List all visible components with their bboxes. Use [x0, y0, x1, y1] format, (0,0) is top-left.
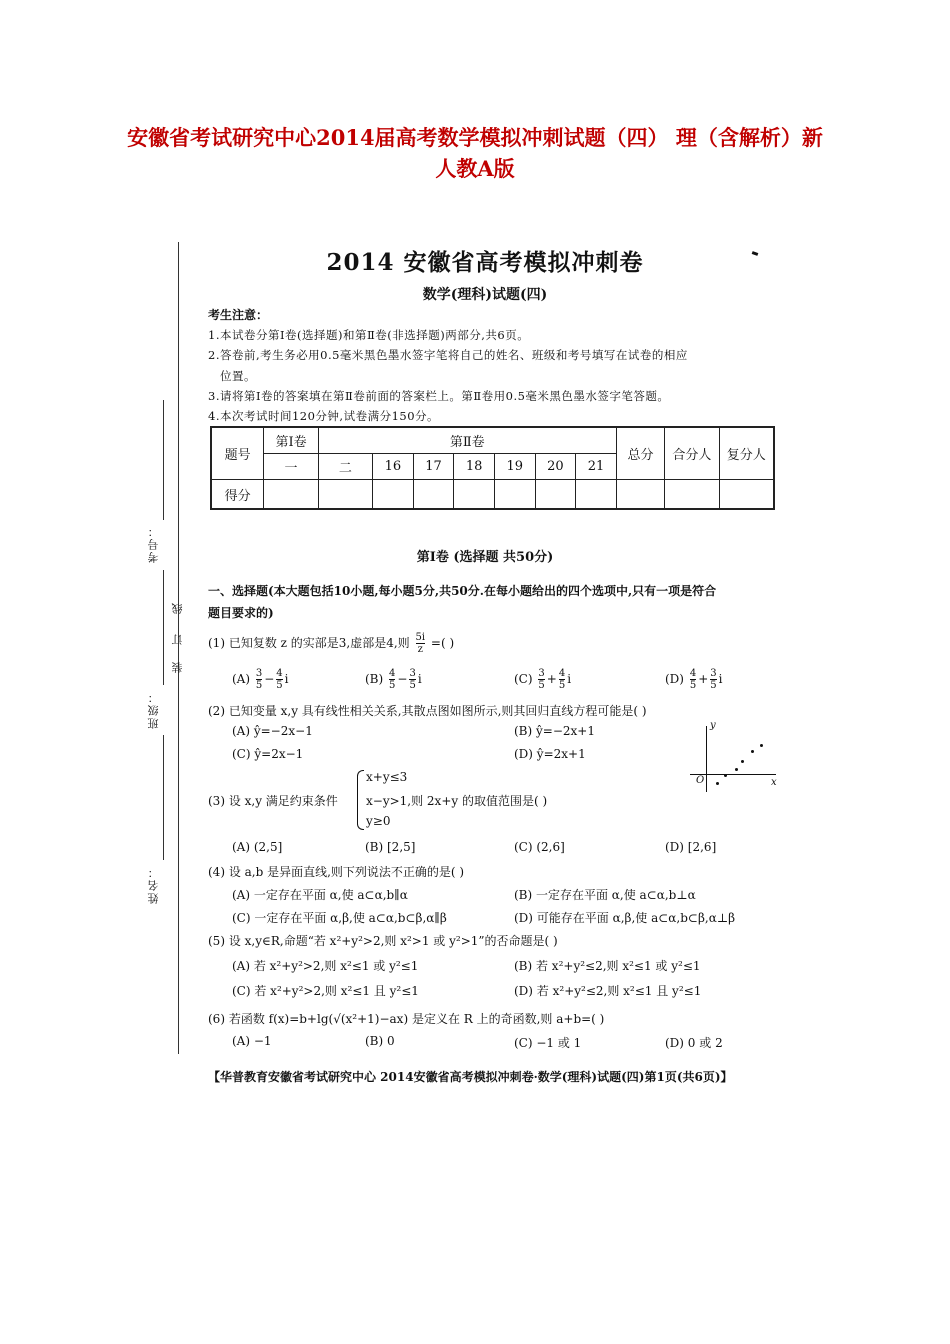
scatter-point — [716, 782, 719, 785]
notice-2-cont: 位置。 — [220, 369, 256, 383]
question-4-option-b[interactable]: (B) 一定存在平面 α,使 a⊂α,b⊥α — [514, 888, 696, 902]
side-blank-xingming — [163, 735, 164, 860]
side-label-banji: 班级： — [147, 690, 160, 729]
score-cell[interactable] — [535, 480, 576, 510]
scatter-point — [724, 774, 727, 777]
score-cell[interactable] — [494, 480, 535, 510]
side-blank-kaohao — [163, 400, 164, 520]
question-2-option-b[interactable]: (B) ŷ=−2x+1 — [514, 724, 595, 738]
question-3-option-a[interactable]: (A) (2,5] — [232, 840, 283, 854]
score-cell[interactable] — [576, 480, 617, 510]
question-5-option-c[interactable]: (C) 若 x²+y²>2,则 x²≤1 且 y²≤1 — [232, 984, 419, 998]
question-2-option-d[interactable]: (D) ŷ=2x+1 — [514, 747, 586, 761]
score-table-juan2: 第Ⅱ卷 — [318, 427, 616, 454]
question-2-stem: (2) 已知变量 x,y 具有线性相关关系,其散点图如图所示,则其回归直线方程可能是( ) — [208, 704, 647, 718]
side-label-kaohao: 考号： — [147, 524, 160, 563]
question-3-constraint-1: x+y≤3 — [366, 770, 408, 784]
scatter-point — [735, 768, 738, 771]
page-footer: 【华普教育安徽省考试研究中心 2014安徽省高考模拟冲刺卷·数学(理科)试题(四)第1页(共6页)】 — [208, 1070, 733, 1084]
score-table-hefenren: 合分人 — [665, 427, 719, 480]
question-6-option-d[interactable]: (D) 0 或 2 — [665, 1036, 723, 1050]
score-col: 一 — [264, 454, 318, 480]
score-cell[interactable] — [719, 480, 774, 510]
question-6-option-b[interactable]: (B) 0 — [365, 1034, 395, 1048]
section-instruction-1: 一、选择题(本大题包括10小题,每小题5分,共50分.在每小题给出的四个选项中,只有一项是符合 — [208, 584, 717, 598]
question-6-option-a[interactable]: (A) −1 — [232, 1034, 272, 1048]
score-table-defen: 得分 — [211, 480, 264, 510]
question-2-option-a[interactable]: (A) ŷ=−2x−1 — [232, 724, 313, 738]
score-table-fufenren: 复分人 — [719, 427, 774, 480]
exam-subtitle: 数学(理科)试题(四) — [422, 287, 548, 303]
score-col: 17 — [413, 454, 454, 480]
question-3-option-d[interactable]: (D) [2,6] — [665, 840, 717, 854]
side-mark-ding: 订 — [171, 632, 184, 645]
score-col: 21 — [576, 454, 617, 480]
question-5-option-b[interactable]: (B) 若 x²+y²≤2,则 x²≤1 或 y²≤1 — [514, 959, 701, 973]
scatter-y-axis — [706, 726, 707, 792]
section-instruction-2: 题目要求的) — [208, 606, 274, 620]
scatter-y-label: y — [710, 720, 716, 731]
scatter-point — [741, 760, 744, 763]
score-cell[interactable] — [318, 480, 372, 510]
side-blank-banji — [163, 570, 164, 685]
score-col: 二 — [318, 454, 372, 480]
question-4-option-d[interactable]: (D) 可能存在平面 α,β,使 a⊂α,b⊂β,α⊥β — [514, 911, 736, 925]
scatter-x-label: x — [771, 777, 777, 788]
score-table — [210, 426, 775, 510]
question-1 — [208, 632, 454, 655]
question-1-stem: (1) 已知复数 z 的实部是3,虚部是4,则 — [208, 636, 410, 650]
score-table-juan1: 第Ⅰ卷 — [264, 427, 318, 454]
question-3-option-b[interactable]: (B) [2,5] — [365, 840, 416, 854]
question-1-option-c[interactable]: (C) $\frac{3}{5}$ + $\frac{4}{5}$ i — [514, 668, 572, 691]
score-col: 19 — [494, 454, 535, 480]
scatter-point — [751, 750, 754, 753]
section-heading: 第Ⅰ卷 (选择题 共50分) — [416, 550, 554, 565]
question-2-option-c[interactable]: (C) ŷ=2x−1 — [232, 747, 304, 761]
score-col: 16 — [373, 454, 414, 480]
question-1-fraction: $\frac{5i}{z}$ — [415, 632, 426, 655]
question-5-stem: (5) 设 x,y∈R,命题“若 x²+y²>2,则 x²>1 或 y²>1”的否命题是( ) — [208, 934, 558, 948]
notice-heading: 考生注意： — [208, 308, 269, 322]
binding-margin-line — [178, 242, 179, 1054]
score-table-zongfen: 总分 — [616, 427, 664, 480]
score-cell[interactable] — [454, 480, 495, 510]
question-3-option-c[interactable]: (C) (2,6] — [514, 840, 565, 854]
score-cell[interactable] — [373, 480, 414, 510]
exam-title: 2014 安徽省高考模拟冲刺卷 — [326, 249, 644, 276]
notice-1: 1.本试卷分第Ⅰ卷(选择题)和第Ⅱ卷(非选择题)两部分,共6页。 — [208, 328, 530, 342]
question-1-tail: =( ) — [430, 636, 455, 650]
question-3-constraint-2: x−y>1,则 2x+y 的取值范围是( ) — [366, 794, 548, 808]
notice-4: 4.本次考试时间120分钟,试卷满分150分。 — [208, 409, 440, 423]
score-cell[interactable] — [665, 480, 719, 510]
score-cell[interactable] — [413, 480, 454, 510]
question-5-option-a[interactable]: (A) 若 x²+y²>2,则 x²≤1 或 y²≤1 — [232, 959, 419, 973]
document-title: 安徽省考试研究中心2014届高考数学模拟冲刺试题（四） 理（含解析）新人教A版 — [127, 125, 823, 181]
score-table-tihao: 题号 — [211, 427, 264, 480]
score-col: 18 — [454, 454, 495, 480]
question-5-option-d[interactable]: (D) 若 x²+y²≤2,则 x²≤1 且 y²≤1 — [514, 984, 702, 998]
question-6-option-c[interactable]: (C) −1 或 1 — [514, 1036, 582, 1050]
question-3-constraint-3: y≥0 — [366, 814, 391, 828]
side-mark-xian: 线 — [171, 601, 184, 614]
score-col: 20 — [535, 454, 576, 480]
question-6-stem: (6) 若函数 f(x)=b+lg(√(x²+1)−ax) 是定义在 R 上的奇函数,则 a+b=( ) — [208, 1012, 605, 1026]
scatter-origin-label: O — [696, 775, 705, 786]
question-4-option-a[interactable]: (A) 一定存在平面 α,使 a⊂α,b∥α — [232, 888, 408, 902]
constraint-brace — [357, 770, 364, 830]
notice-3: 3.请将第Ⅰ卷的答案填在第Ⅱ卷前面的答案栏上。第Ⅱ卷用0.5毫米黑色墨水签字笔答题。 — [208, 389, 670, 403]
question-4-option-c[interactable]: (C) 一定存在平面 α,β,使 a⊂α,b⊂β,α∥β — [232, 911, 447, 925]
score-cell[interactable] — [616, 480, 664, 510]
question-3-pre: (3) 设 x,y 满足约束条件 — [208, 794, 338, 808]
side-mark-zhuang: 装 — [171, 660, 184, 673]
side-label-xingming: 姓名： — [147, 865, 160, 904]
question-1-option-b[interactable]: (B) $\frac{4}{5}$ − $\frac{3}{5}$ i — [365, 668, 422, 691]
question-4-stem: (4) 设 a,b 是异面直线,则下列说法不正确的是( ) — [208, 865, 465, 879]
scatter-point — [760, 744, 763, 747]
question-1-option-a[interactable]: (A) $\frac{3}{5}$ − $\frac{4}{5}$ i — [232, 668, 289, 691]
notice-2: 2.答卷前,考生务必用0.5毫米黑色墨水签字笔将自己的姓名、班级和考号填写在试卷的相应 — [208, 348, 688, 362]
question-1-option-d[interactable]: (D) $\frac{4}{5}$ + $\frac{3}{5}$ i — [665, 668, 723, 691]
score-cell[interactable] — [264, 480, 318, 510]
